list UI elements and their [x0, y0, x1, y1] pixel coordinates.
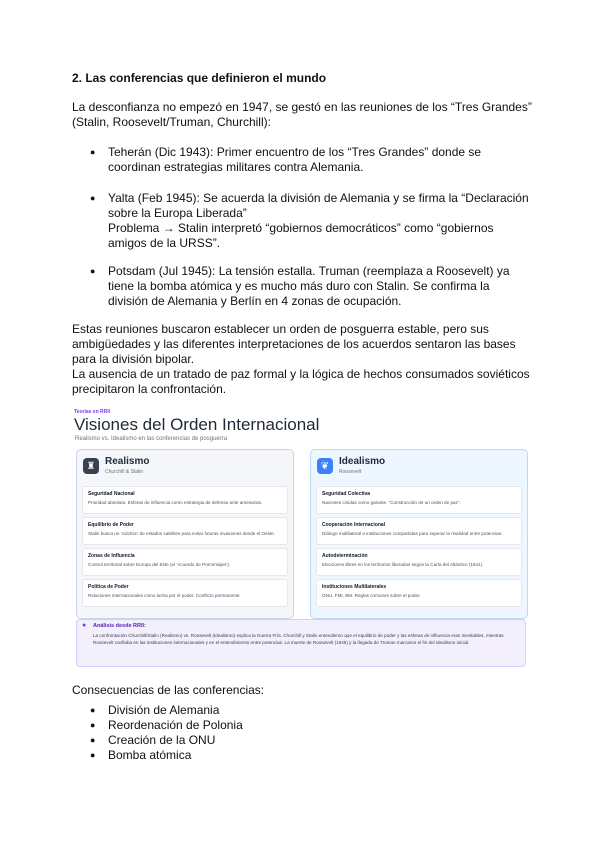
card-title: Política de Poder [88, 584, 129, 590]
idealism-card [316, 548, 522, 576]
card-title: Cooperación Internacional [322, 522, 386, 528]
yalta-note: Problema → Stalin interpretó “gobiernos democráticos” como “gobiernos amigos de la URSS”. [108, 221, 494, 250]
card-desc: Relaciones internacionales como lucha por el poder. Conflicto permanente. [88, 593, 241, 598]
card-desc: ONU, FMI, BM. Reglas comunes sobre el poder. [322, 593, 421, 598]
list-item-yalta [90, 191, 530, 251]
summary-paragraph [72, 322, 532, 397]
intro-paragraph: La desconfianza no empezó en 1947, se gestó en las reuniones de los “Tres Grandes” (Stalin, Roosevelt/Truman, Churchill): [72, 100, 532, 129]
idealism-card [316, 579, 522, 607]
conference-list-yalta [90, 191, 530, 251]
realism-card [82, 548, 288, 576]
analysis-text: La confrontación Churchill/Stalin (Realismo) vs. Roosevelt (Idealismo) explica la Guerra Fría. Churchill y Stalin entendieron que el equilibrio de poder y las esferas de influencia eran inevitables, mientras Roosevelt confiaba en las instituciones internacionales y en el entendimiento entre potencias. La muerte de Roosevelt (1945) y la llegada de Truman marcaron el fin del idealismo inicial. [93, 633, 504, 645]
lightbulb-icon: ● [82, 622, 87, 629]
idealism-title: Idealismo [339, 456, 386, 467]
realism-card [82, 517, 288, 545]
dove-icon: ❦ [317, 458, 333, 474]
section-heading: 2. Las conferencias que definieron el mundo [72, 71, 327, 85]
list-item: ● Reordenación de Polonia [90, 718, 530, 733]
fortress-icon: ♜ [83, 458, 99, 474]
infographic-title: Visiones del Orden Internacional [74, 415, 320, 434]
summary-1: Estas reuniones buscaron establecer un orden de posguerra estable, pero sus ambigüedades y las diferentes interpretaciones de los acuerdos sentaron las bases para la división bipolar. [72, 322, 516, 366]
idealism-card [316, 486, 522, 514]
card-desc: Naciones Unidas como garante. “Construcción de un orden de paz”. [322, 500, 461, 505]
realism-title: Realismo [105, 456, 150, 467]
realism-panel [76, 449, 294, 619]
list-item-potsdam: ● Potsdam (Jul 1945): La tensión estalla. Truman (reemplaza a Roosevelt) ya tiene la bomba atómica y es mucho más duro con Stalin. Se confirma la división de Alemania y Berlín en 4 zonas de ocupación. [90, 264, 530, 309]
infographic-subtitle: Realismo vs. Idealismo en las conferencias de posguerra [75, 436, 228, 442]
card-title: Seguridad Nacional [88, 491, 135, 497]
yalta-text: Yalta (Feb 1945): Se acuerda la división de Alemania y se firma la “Declaración sobre la Europa Liberada” [108, 191, 529, 220]
conference-list-tehran [90, 145, 530, 175]
card-title: Instituciones Multilaterales [322, 584, 387, 590]
list-item: ● Bomba atómica [90, 748, 530, 763]
list-item-tehran: ● Teherán (Dic 1943): Primer encuentro de los “Tres Grandes” donde se coordinan estrategias militares contra Alemania. [90, 145, 530, 175]
idealism-panel [310, 449, 528, 619]
infographic-tag: Teorías en RRII [74, 409, 111, 415]
list-item: ● División de Alemania [90, 703, 530, 718]
card-desc: Diálogo multilateral e instituciones compartidas para superar la rivalidad entre potencias. [322, 531, 503, 536]
card-desc: Control territorial sobre Europa del Este (el ‘Acuerdo de Porcentajes’). [88, 562, 231, 567]
card-desc: Prioridad absoluta. Esferas de influencia como estrategia de defensa ante amenazas. [88, 500, 263, 505]
realism-authors: Churchill & Stalin [105, 469, 144, 475]
summary-2: La ausencia de un tratado de paz formal y la lógica de hechos consumados soviéticos precipitaron la confrontación. [72, 367, 530, 396]
infographic-image [70, 405, 530, 670]
card-desc: Stalin busca un ‘colchón’ de estados satélites para evitar futuras invasiones desde el Oeste. [88, 531, 276, 536]
idealism-card [316, 517, 522, 545]
analysis-box [76, 619, 526, 667]
idealism-authors: Roosevelt [339, 469, 362, 475]
card-title: Seguridad Colectiva [322, 491, 371, 497]
consequences-heading: Consecuencias de las conferencias: [72, 683, 265, 697]
card-title: Zonas de Influencia [88, 553, 135, 559]
analysis-title: Análisis desde RRII: [93, 623, 146, 629]
realism-card [82, 579, 288, 607]
card-desc: Elecciones libres en los territorios liberados según la Carta del Atlántico (1941). [322, 562, 484, 567]
card-title: Autodeterminación [322, 553, 368, 559]
list-item: ● Creación de la ONU [90, 733, 530, 748]
card-title: Equilibrio de Poder [88, 522, 134, 528]
conference-list-potsdam [90, 264, 530, 309]
consequences-list [90, 703, 530, 763]
realism-card [82, 486, 288, 514]
